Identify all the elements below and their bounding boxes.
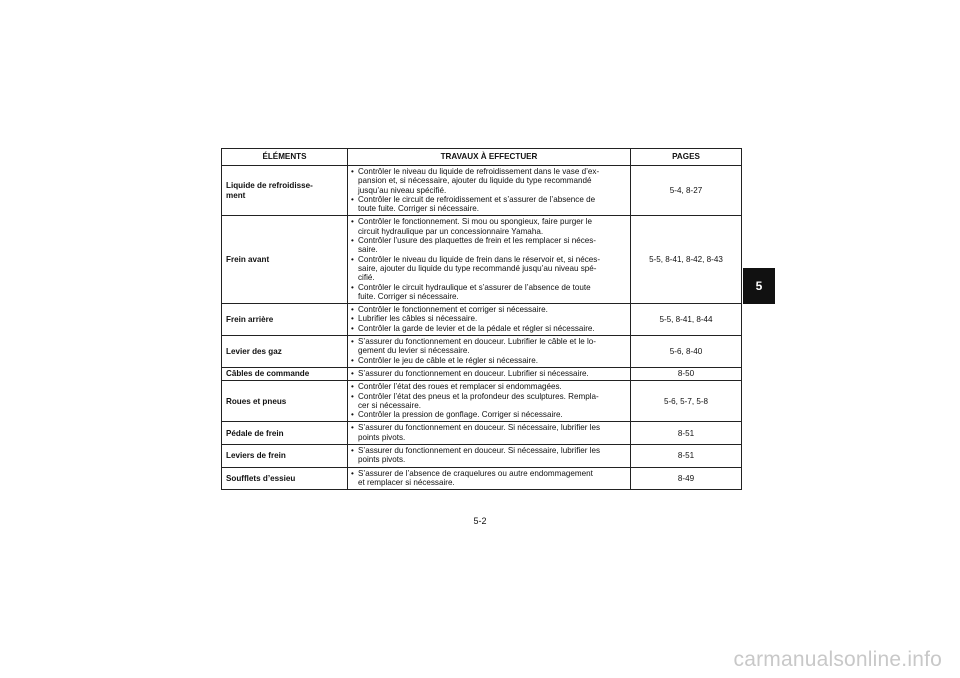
task-item: • Contrôler l’usure des plaquettes de frein et les remplacer si néces- saire. (350, 236, 628, 255)
element-cell (222, 381, 348, 422)
task-item: • Contrôler le circuit hydraulique et s’assurer de l’absence de toute fuite. Corriger si nécessaire. (350, 283, 628, 302)
element-label: Soufflets d’essieu (226, 473, 296, 483)
element-label: Levier des gaz (226, 346, 282, 356)
task-list (350, 469, 628, 488)
element-cell (222, 467, 348, 490)
table-row (222, 467, 742, 490)
tasks-cell (348, 367, 631, 380)
task-item: • Contrôler le circuit de refroidissement et s’assurer de l’absence de toute fuite. Corriger si nécessaire. (350, 195, 628, 214)
pages-cell: 8-50 (631, 367, 742, 380)
page-number: 5-2 (473, 516, 487, 526)
element-label: Roues et pneus (226, 396, 287, 406)
chapter-tab: 5 (743, 268, 775, 304)
task-list (350, 217, 628, 301)
element-cell (222, 166, 348, 216)
element-label: Pédale de frein (226, 428, 284, 438)
task-item: • S’assurer du fonctionnement en douceur. Lubrifier si nécessaire. (350, 369, 628, 378)
task-item: • S’assurer du fonctionnement en douceur. Lubrifier le câble et le lo- gement du levier si nécessaire. (350, 337, 628, 356)
task-list (350, 382, 628, 419)
pages-cell: 5-5, 8-41, 8-42, 8-43 (631, 216, 742, 304)
element-label: Frein arrière (226, 314, 274, 324)
element-cell (222, 304, 348, 336)
tasks-cell (348, 467, 631, 490)
header-travaux: TRAVAUX À EFFECTUER (348, 149, 631, 166)
pages-cell: 5-5, 8-41, 8-44 (631, 304, 742, 336)
table-header-row (222, 149, 742, 166)
task-item: • S’assurer de l’absence de craquelures ou autre endommagement et remplacer si nécessaire. (350, 469, 628, 488)
task-item: • Contrôler le fonctionnement et corriger si nécessaire. (350, 305, 628, 314)
task-item: • Contrôler le fonctionnement. Si mou ou spongieux, faire purger le circuit hydraulique par un concessionnaire Yamaha. (350, 217, 628, 236)
task-item: • Contrôler l’état des roues et remplacer si endommagées. (350, 382, 628, 391)
maintenance-table (221, 148, 742, 490)
tasks-cell (348, 381, 631, 422)
table-row (222, 216, 742, 304)
table-row (222, 166, 742, 216)
header-pages: PAGES (631, 149, 742, 166)
task-item: • Contrôler la pression de gonflage. Corriger si nécessaire. (350, 410, 628, 419)
task-item: • S’assurer du fonctionnement en douceur. Si nécessaire, lubrifier les points pivots. (350, 446, 628, 465)
watermark: carmanualsonline.info (733, 648, 942, 671)
tasks-cell (348, 336, 631, 368)
task-list (350, 369, 628, 378)
element-label: Frein avant (226, 255, 270, 265)
task-item: • S’assurer du fonctionnement en douceur. Si nécessaire, lubrifier les points pivots. (350, 423, 628, 442)
table-body (222, 166, 742, 490)
task-item: • Contrôler l’état des pneus et la profondeur des sculptures. Rempla- cer si nécessaire. (350, 392, 628, 411)
table-row (222, 367, 742, 380)
pages-cell: 5-4, 8-27 (631, 166, 742, 216)
element-cell (222, 216, 348, 304)
element-cell (222, 336, 348, 368)
table-row (222, 381, 742, 422)
task-list (350, 423, 628, 442)
element-label: Liquide de refroidisse- ment (226, 181, 313, 200)
task-item: • Contrôler le jeu de câble et le régler si nécessaire. (350, 356, 628, 365)
task-item: • Contrôler la garde de levier et de la pédale et régler si nécessaire. (350, 324, 628, 333)
tasks-cell (348, 422, 631, 445)
table-row (222, 304, 742, 336)
element-label: Câbles de commande (226, 369, 310, 379)
task-list (350, 305, 628, 333)
element-cell (222, 367, 348, 380)
tasks-cell (348, 445, 631, 468)
table-row (222, 445, 742, 468)
pages-cell: 8-51 (631, 445, 742, 468)
pages-cell: 5-6, 5-7, 5-8 (631, 381, 742, 422)
tasks-cell (348, 304, 631, 336)
table-row (222, 422, 742, 445)
task-list (350, 446, 628, 465)
pages-cell: 8-49 (631, 467, 742, 490)
pages-cell: 8-51 (631, 422, 742, 445)
element-cell (222, 422, 348, 445)
task-list (350, 337, 628, 365)
tasks-cell (348, 166, 631, 216)
tasks-cell (348, 216, 631, 304)
task-item: • Contrôler le niveau du liquide de refroidissement dans le vase d’ex- pansion et, si nécessaire, ajouter du liquide du type recommandé jusqu’au niveau spécifié. (350, 167, 628, 195)
element-cell (222, 445, 348, 468)
task-item: • Lubrifier les câbles si nécessaire. (350, 314, 628, 323)
element-label: Leviers de frein (226, 451, 286, 461)
task-item: • Contrôler le niveau du liquide de frein dans le réservoir et, si néces- saire, ajouter du liquide du type recommandé jusqu’au niveau spé- cifié. (350, 255, 628, 283)
table-row (222, 336, 742, 368)
header-elements: ÉLÉMENTS (222, 149, 348, 166)
pages-cell: 5-6, 8-40 (631, 336, 742, 368)
task-list (350, 167, 628, 213)
